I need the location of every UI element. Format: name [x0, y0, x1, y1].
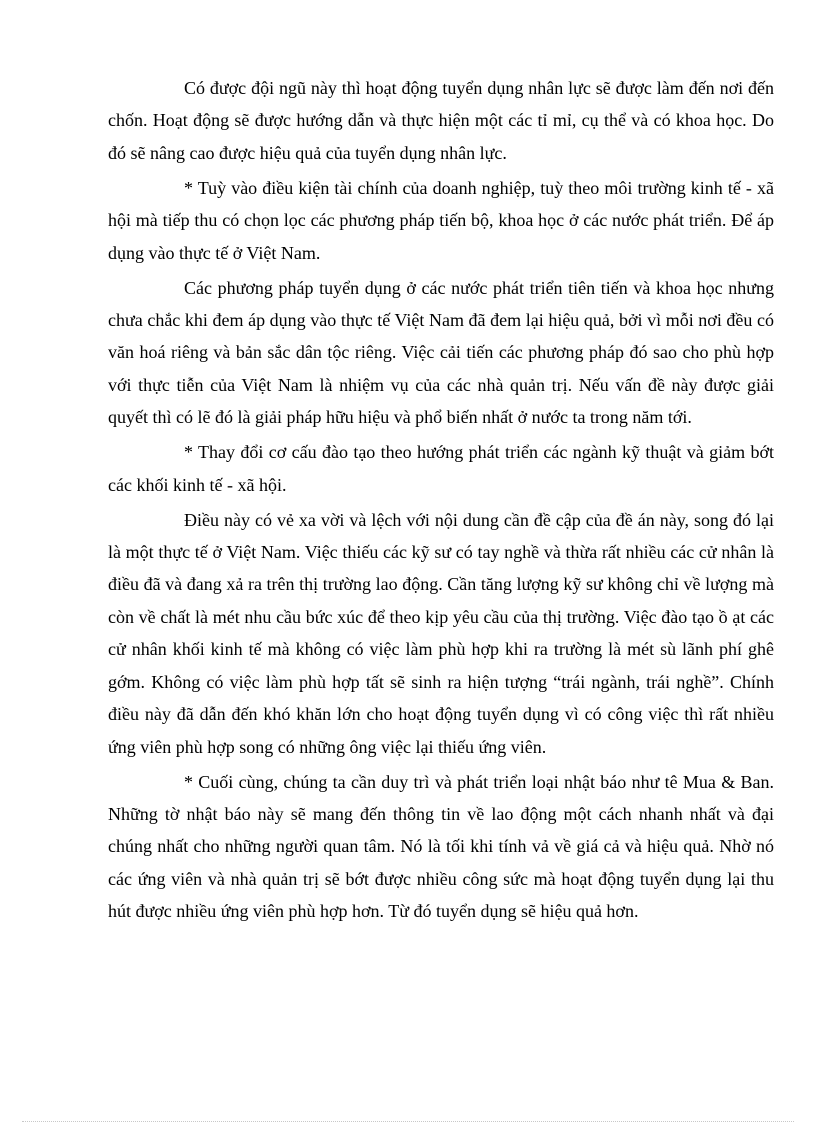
paragraph-change-training-structure: * Thay đổi cơ cấu đào tạo theo hướng phát triển các ngành kỹ thuật và giảm bớt các khối kinh tế - xã hội.	[108, 442, 774, 495]
paragraph-job-newspapers: * Cuối cùng, chúng ta cần duy trì và phát triển loại nhật báo như tê Mua & Ban. Những tờ nhật báo này sẽ mang đến thông tin về lao động một cách nhanh nhất và đại chúng nhất cho những người quan tâm. Nó là tối khi tính vả về giá cả và hiệu quả. Nhờ nó các ứng viên và nhà quản trị sẽ bớt được nhiều công sức mà hoạt động tuyển dụng lại thu hút được nhiều ứng viên phù hợp hơn. Từ đó tuyển dụng sẽ hiệu quả hơn.	[108, 771, 774, 922]
paragraph-adopt-methods: * Tuỳ vào điều kiện tài chính của doanh nghiệp, tuỳ theo môi trường kinh tế - xã hội mà tiếp thu có chọn lọc các phương pháp tiến bộ, khoa học ở các nước phát triển. Để áp dụng vào thực tế ở Việt Nam.	[108, 177, 774, 263]
paragraph-recruitment-team: Có được đội ngũ này thì hoạt động tuyển dụng nhân lực sẽ được làm đến nơi đến chốn. Hoạt động sẽ được hướng dẫn và thực hiện một các tỉ mỉ, cụ thể và có khoa học. Do đó sẽ nâng cao được hiệu quả của tuyển dụng nhân lực.	[108, 78, 774, 163]
paragraph-adapt-methods-vietnam: Các phương pháp tuyển dụng ở các nước phát triển tiên tiến và khoa học nhưng chưa chắc khi đem áp dụng vào thực tế Việt Nam đã đem lại hiệu quả, bởi vì mỗi nơi đều có văn hoá riêng và bản sắc dân tộc riêng. Việc cải tiến các phương pháp đó sao cho phù hợp với thực tiễn của Việt Nam là nhiệm vụ của các nhà quản trị. Nếu vấn đề này được giải quyết thì có lẽ đó là giải pháp hữu hiệu và phổ biến nhất ở nước ta trong năm tới.	[108, 277, 774, 428]
paragraph-engineers-shortage: Điều này có vẻ xa vời và lệch với nội dung cần đề cập của đề án này, song đó lại là một thực tế ở Việt Nam. Việc thiếu các kỹ sư có tay nghề và thừa rất nhiều các cử nhân là điều đã và đang xả ra trên thị trường lao động. Cần tăng lượng kỹ sư không chỉ về lượng mà còn về chất là mét nhu cầu bức xúc để theo kịp yêu cầu của thị trường. Việc đào tạo ồ ạt các cử nhân khối kinh tế mà không có việc làm phù hợp khi ra trường là mét sù lãnh phí ghê gớm. Không có việc làm phù hợp tất sẽ sinh ra hiện tượng “trái ngành, trái nghề”. Chính điều này đã dẫn đến khó khăn lớn cho hoạt động tuyển dụng vì có công việc thì rất nhiều ứng viên phù hợp song có những ông việc lại thiếu ứng viên.	[108, 509, 774, 757]
page-body	[108, 72, 774, 928]
page-bottom-divider	[22, 1121, 794, 1122]
